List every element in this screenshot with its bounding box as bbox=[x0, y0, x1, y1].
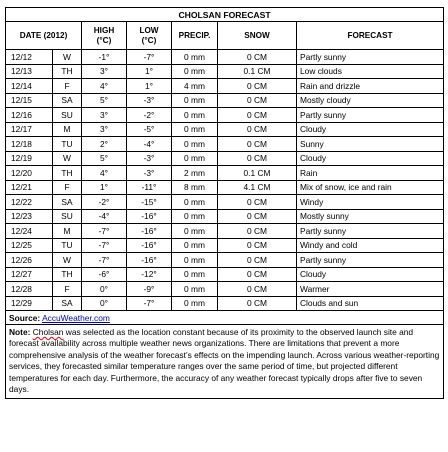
snow-cell: 0 CM bbox=[218, 137, 297, 152]
day-cell: M bbox=[53, 122, 82, 137]
snow-cell: 0 CM bbox=[218, 267, 297, 282]
header-forecast: FORECAST bbox=[297, 22, 444, 50]
precip-cell: 0 mm bbox=[172, 93, 218, 108]
precip-cell: 0 mm bbox=[172, 267, 218, 282]
snow-cell: 0 CM bbox=[218, 50, 297, 65]
precip-cell: 0 mm bbox=[172, 195, 218, 210]
table-row bbox=[6, 93, 444, 108]
precip-cell: 0 mm bbox=[172, 224, 218, 239]
date-cell: 12/29 bbox=[6, 296, 53, 311]
date-cell: 12/23 bbox=[6, 209, 53, 224]
day-cell: F bbox=[53, 282, 82, 297]
day-cell: F bbox=[53, 180, 82, 195]
date-cell: 12/21 bbox=[6, 180, 53, 195]
day-cell: SA bbox=[53, 93, 82, 108]
source-label: Source: bbox=[9, 312, 41, 323]
forecast-cell: Cloudy bbox=[297, 267, 444, 282]
high-cell: -7° bbox=[82, 253, 127, 268]
header-date: DATE (2012) bbox=[6, 22, 82, 50]
snow-cell: 0 CM bbox=[218, 224, 297, 239]
forecast-cell: Mix of snow, ice and rain bbox=[297, 180, 444, 195]
forecast-cell: Cloudy bbox=[297, 122, 444, 137]
snow-cell: 0 CM bbox=[218, 209, 297, 224]
table-row bbox=[6, 195, 444, 210]
forecast-cell: Partly sunny bbox=[297, 253, 444, 268]
day-cell: W bbox=[53, 151, 82, 166]
date-cell: 12/18 bbox=[6, 137, 53, 152]
table-row bbox=[6, 180, 444, 195]
snow-cell: 0.1 CM bbox=[218, 166, 297, 181]
high-cell: -7° bbox=[82, 224, 127, 239]
snow-cell: 0 CM bbox=[218, 296, 297, 311]
high-cell: 0° bbox=[82, 296, 127, 311]
table-row bbox=[6, 79, 444, 94]
high-cell: 3° bbox=[82, 64, 127, 79]
low-cell: -11° bbox=[127, 180, 172, 195]
day-cell: TU bbox=[53, 137, 82, 152]
table-row bbox=[6, 296, 444, 311]
precip-cell: 2 mm bbox=[172, 166, 218, 181]
forecast-document bbox=[5, 7, 443, 399]
header-low: LOW (°C) bbox=[127, 22, 172, 50]
precip-cell: 0 mm bbox=[172, 122, 218, 137]
forecast-cell: Low clouds bbox=[297, 64, 444, 79]
precip-cell: 0 mm bbox=[172, 253, 218, 268]
source-link[interactable]: AccuWeather.com bbox=[42, 312, 110, 323]
low-cell: -3° bbox=[127, 151, 172, 166]
snow-cell: 0 CM bbox=[218, 151, 297, 166]
table-row bbox=[6, 282, 444, 297]
high-cell: 5° bbox=[82, 93, 127, 108]
table-row bbox=[6, 209, 444, 224]
date-cell: 12/22 bbox=[6, 195, 53, 210]
forecast-cell: Rain and drizzle bbox=[297, 79, 444, 94]
high-cell: 4° bbox=[82, 166, 127, 181]
high-cell: 1° bbox=[82, 180, 127, 195]
table-row bbox=[6, 267, 444, 282]
table-title: CHOLSAN FORECAST bbox=[6, 8, 444, 22]
day-cell: F bbox=[53, 79, 82, 94]
precip-cell: 0 mm bbox=[172, 137, 218, 152]
table-row bbox=[6, 253, 444, 268]
low-cell: 1° bbox=[127, 79, 172, 94]
high-cell: 4° bbox=[82, 79, 127, 94]
day-cell: TH bbox=[53, 64, 82, 79]
forecast-cell: Partly sunny bbox=[297, 50, 444, 65]
high-cell: -4° bbox=[82, 209, 127, 224]
precip-cell: 0 mm bbox=[172, 50, 218, 65]
table-row bbox=[6, 108, 444, 123]
table-row bbox=[6, 122, 444, 137]
high-cell: -7° bbox=[82, 238, 127, 253]
low-cell: -7° bbox=[127, 296, 172, 311]
table-row bbox=[6, 166, 444, 181]
precip-cell: 8 mm bbox=[172, 180, 218, 195]
note-text: was selected as the location constant because of its proximity to the observed launch site and forecast availability across multiple weather news organizations. There are limitations that prevent a more comprehensive analysis of the weather forecast’s effects on the impending launch. Across various weather-reporting services, they forecasted similar temperature ranges over the same period of time, but projected different temperatures for each day. Furthermore, the accuracy of any weather forecast typically drops after five to seven days. bbox=[9, 327, 440, 395]
precip-cell: 0 mm bbox=[172, 296, 218, 311]
high-cell: 2° bbox=[82, 137, 127, 152]
table-row bbox=[6, 151, 444, 166]
day-cell: SA bbox=[53, 195, 82, 210]
date-cell: 12/25 bbox=[6, 238, 53, 253]
forecast-cell: Windy bbox=[297, 195, 444, 210]
table-row bbox=[6, 238, 444, 253]
low-cell: -5° bbox=[127, 122, 172, 137]
low-cell: -16° bbox=[127, 238, 172, 253]
forecast-cell: Partly sunny bbox=[297, 108, 444, 123]
low-cell: -16° bbox=[127, 253, 172, 268]
date-cell: 12/28 bbox=[6, 282, 53, 297]
forecast-cell: Windy and cold bbox=[297, 238, 444, 253]
table-row bbox=[6, 50, 444, 65]
day-cell: TU bbox=[53, 238, 82, 253]
precip-cell: 0 mm bbox=[172, 238, 218, 253]
source-line bbox=[6, 311, 444, 325]
precip-cell: 0 mm bbox=[172, 151, 218, 166]
high-cell: 0° bbox=[82, 282, 127, 297]
date-cell: 12/15 bbox=[6, 93, 53, 108]
precip-cell: 0 mm bbox=[172, 282, 218, 297]
snow-cell: 0.1 CM bbox=[218, 64, 297, 79]
precip-cell: 0 mm bbox=[172, 108, 218, 123]
header-snow: SNOW bbox=[218, 22, 297, 50]
date-cell: 12/19 bbox=[6, 151, 53, 166]
high-cell: -6° bbox=[82, 267, 127, 282]
date-cell: 12/27 bbox=[6, 267, 53, 282]
forecast-cell: Mostly cloudy bbox=[297, 93, 444, 108]
low-cell: -16° bbox=[127, 209, 172, 224]
header-row bbox=[6, 22, 444, 50]
forecast-cell: Cloudy bbox=[297, 151, 444, 166]
date-cell: 12/13 bbox=[6, 64, 53, 79]
date-cell: 12/20 bbox=[6, 166, 53, 181]
snow-cell: 0 CM bbox=[218, 79, 297, 94]
low-cell: 1° bbox=[127, 64, 172, 79]
snow-cell: 0 CM bbox=[218, 238, 297, 253]
low-cell: -12° bbox=[127, 267, 172, 282]
precip-cell: 0 mm bbox=[172, 64, 218, 79]
forecast-table bbox=[5, 7, 444, 399]
day-cell: TH bbox=[53, 267, 82, 282]
day-cell: SU bbox=[53, 108, 82, 123]
low-cell: -15° bbox=[127, 195, 172, 210]
low-cell: -2° bbox=[127, 108, 172, 123]
note-location-word: Cholsan bbox=[32, 327, 64, 337]
header-high: HIGH (°C) bbox=[82, 22, 127, 50]
forecast-cell: Mostly sunny bbox=[297, 209, 444, 224]
snow-cell: 0 CM bbox=[218, 93, 297, 108]
day-cell: W bbox=[53, 50, 82, 65]
forecast-cell: Partly sunny bbox=[297, 224, 444, 239]
high-cell: -1° bbox=[82, 50, 127, 65]
low-cell: -16° bbox=[127, 224, 172, 239]
snow-cell: 0 CM bbox=[218, 282, 297, 297]
date-cell: 12/26 bbox=[6, 253, 53, 268]
date-cell: 12/12 bbox=[6, 50, 53, 65]
forecast-cell: Clouds and sun bbox=[297, 296, 444, 311]
low-cell: -3° bbox=[127, 166, 172, 181]
forecast-cell: Sunny bbox=[297, 137, 444, 152]
high-cell: 3° bbox=[82, 108, 127, 123]
date-cell: 12/16 bbox=[6, 108, 53, 123]
precip-cell: 4 mm bbox=[172, 79, 218, 94]
precip-cell: 0 mm bbox=[172, 209, 218, 224]
day-cell: SU bbox=[53, 209, 82, 224]
snow-cell: 4.1 CM bbox=[218, 180, 297, 195]
forecast-cell: Warmer bbox=[297, 282, 444, 297]
day-cell: M bbox=[53, 224, 82, 239]
table-row bbox=[6, 224, 444, 239]
day-cell: TH bbox=[53, 166, 82, 181]
low-cell: -7° bbox=[127, 50, 172, 65]
low-cell: -4° bbox=[127, 137, 172, 152]
high-cell: -2° bbox=[82, 195, 127, 210]
snow-cell: 0 CM bbox=[218, 122, 297, 137]
date-cell: 12/24 bbox=[6, 224, 53, 239]
header-precip: PRECIP. bbox=[172, 22, 218, 50]
note-label: Note: bbox=[9, 327, 31, 337]
day-cell: SA bbox=[53, 296, 82, 311]
low-cell: -3° bbox=[127, 93, 172, 108]
date-cell: 12/14 bbox=[6, 79, 53, 94]
table-row bbox=[6, 64, 444, 79]
forecast-cell: Rain bbox=[297, 166, 444, 181]
note-paragraph bbox=[6, 325, 444, 399]
snow-cell: 0 CM bbox=[218, 253, 297, 268]
snow-cell: 0 CM bbox=[218, 195, 297, 210]
low-cell: -9° bbox=[127, 282, 172, 297]
table-row bbox=[6, 137, 444, 152]
snow-cell: 0 CM bbox=[218, 108, 297, 123]
high-cell: 5° bbox=[82, 151, 127, 166]
high-cell: 3° bbox=[82, 122, 127, 137]
date-cell: 12/17 bbox=[6, 122, 53, 137]
day-cell: W bbox=[53, 253, 82, 268]
